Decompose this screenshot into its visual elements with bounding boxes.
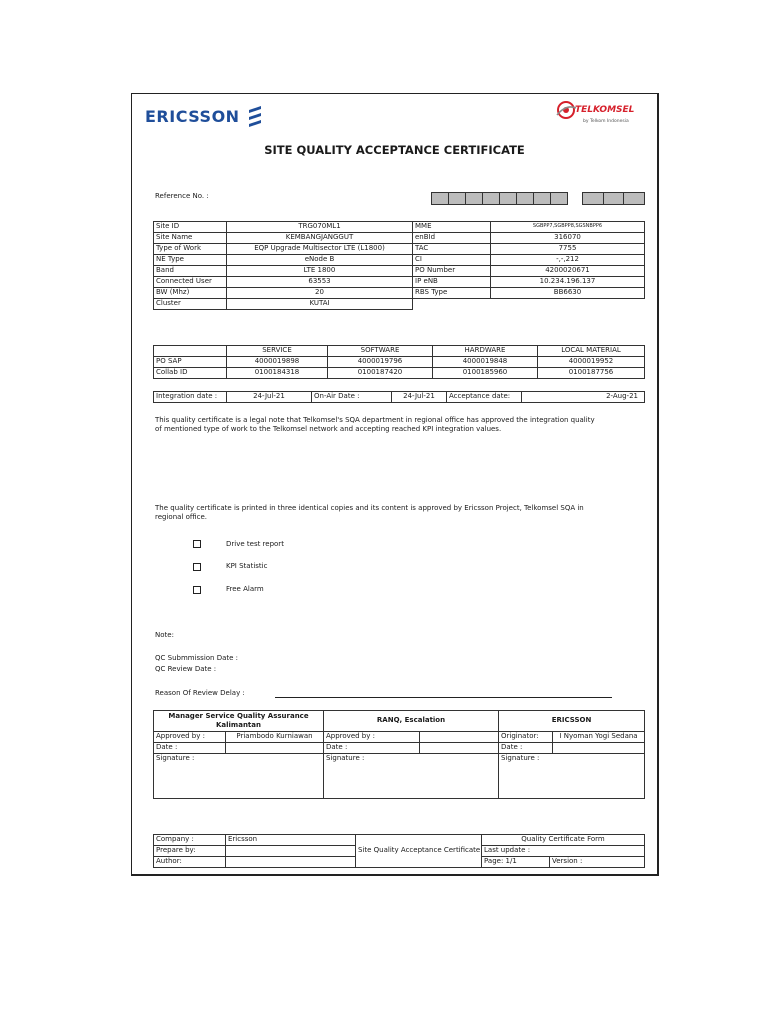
document-name: Site Quality Acceptance Certificate	[356, 835, 482, 868]
kpi-statistic-checkbox[interactable]	[193, 563, 201, 571]
site-info-value: 20	[227, 288, 413, 299]
po-row	[154, 357, 645, 368]
qc-review-label: QC Review Date :	[155, 665, 217, 673]
printed-copies-text: The quality certificate is printed in three identical copies and its content is approved by Ericsson Project, Telkomsel SQA in regional office.	[155, 504, 584, 521]
site-info-label: BW (Mhz)	[154, 288, 227, 299]
acceptance-date-label: Acceptance date:	[447, 392, 522, 403]
site-info-label: MME	[413, 222, 491, 233]
last-update-label: Last update :	[482, 846, 645, 857]
po-cell: 0100185960	[433, 368, 538, 379]
po-cell: 0100184318	[227, 368, 328, 379]
po-column-header: SOFTWARE	[328, 346, 433, 357]
site-info-label: Type of Work	[154, 244, 227, 255]
site-info-value: eNode B	[227, 255, 413, 266]
site-info-row	[154, 299, 645, 310]
date-label-2: Date :	[324, 743, 420, 754]
site-info-row	[154, 255, 645, 266]
author-value[interactable]	[226, 857, 356, 868]
reference-label: Reference No. :	[155, 192, 209, 200]
po-cell: 4000019898	[227, 357, 328, 368]
site-info-label: enBId	[413, 233, 491, 244]
po-header-row	[154, 346, 645, 357]
free-alarm-checkbox[interactable]	[193, 586, 201, 594]
originator-label: Originator:	[499, 732, 553, 743]
po-row-label: Collab ID	[154, 368, 227, 379]
date-label-1: Date :	[154, 743, 226, 754]
site-info-value: LTE 1800	[227, 266, 413, 277]
site-info-row	[154, 233, 645, 244]
drive-test-label: Drive test report	[226, 540, 284, 548]
site-info-value: -,-,212	[491, 255, 645, 266]
approved-by-label-2: Approved by :	[324, 732, 420, 743]
author-label: Author:	[154, 857, 226, 868]
site-info-value: KUTAI	[227, 299, 413, 310]
review-delay-label: Reason Of Review Delay :	[155, 689, 245, 697]
site-info-label: PO Number	[413, 266, 491, 277]
signature-cell-1[interactable]: Signature :	[154, 754, 324, 799]
signature-cell-3[interactable]: Signature :	[499, 754, 645, 799]
po-header-blank	[154, 346, 227, 357]
site-info-label: Site Name	[154, 233, 227, 244]
form-name: Quality Certificate Form	[482, 835, 645, 846]
approved-by-value-1: Priambodo Kurniawan	[226, 732, 324, 743]
footer-table	[153, 834, 645, 868]
integration-date-label: Integration date :	[154, 392, 227, 403]
site-info-value: 4200020671	[491, 266, 645, 277]
site-info-value: BB6630	[491, 288, 645, 299]
note-label: Note:	[155, 631, 174, 639]
po-table	[153, 345, 645, 379]
onair-date-label: On-Air Date :	[312, 392, 392, 403]
dates-table	[153, 391, 645, 403]
site-info-label: NE Type	[154, 255, 227, 266]
telkomsel-logo: TELKOMSEL by Telkom Indonesia	[555, 100, 645, 130]
site-info-label: TAC	[413, 244, 491, 255]
date-value-2[interactable]	[420, 743, 499, 754]
integration-date-value: 24-Jul-21	[227, 392, 312, 403]
site-info-empty	[413, 299, 645, 310]
site-info-row	[154, 277, 645, 288]
site-info-row	[154, 244, 645, 255]
date-value-1[interactable]	[226, 743, 324, 754]
signature-cell-2[interactable]: Signature :	[324, 754, 499, 799]
site-info-label: CI	[413, 255, 491, 266]
approved-by-label-1: Approved by :	[154, 732, 226, 743]
ericsson-header: ERICSSON	[499, 711, 645, 732]
version-label: Version :	[550, 857, 645, 868]
site-info-label: RBS Type	[413, 288, 491, 299]
company-label: Company :	[154, 835, 226, 846]
site-info-value: EQP Upgrade Multisector LTE (L1800)	[227, 244, 413, 255]
site-info-label: Site ID	[154, 222, 227, 233]
po-cell: 4000019796	[328, 357, 433, 368]
site-info-label: Cluster	[154, 299, 227, 310]
approval-table	[153, 710, 645, 799]
po-cell: 0100187420	[328, 368, 433, 379]
originator-value: I Nyoman Yogi Sedana	[553, 732, 645, 743]
po-row	[154, 368, 645, 379]
po-cell: 4000019952	[538, 357, 645, 368]
ranq-header: RANQ, Escalation	[324, 711, 499, 732]
date-value-3[interactable]	[553, 743, 645, 754]
page-title: SITE QUALITY ACCEPTANCE CERTIFICATE	[264, 143, 525, 157]
site-info-value: KEMBANGJANGGUT	[227, 233, 413, 244]
certificate-page	[131, 93, 659, 876]
reference-number-boxes	[431, 192, 568, 205]
po-cell: 4000019848	[433, 357, 538, 368]
kpi-statistic-label: KPI Statistic	[226, 562, 268, 570]
site-info-value: 316070	[491, 233, 645, 244]
site-info-value: 10.234.196.137	[491, 277, 645, 288]
page-number: Page: 1/1	[482, 857, 550, 868]
company-value: Ericsson	[226, 835, 356, 846]
site-info-row	[154, 288, 645, 299]
review-delay-line	[275, 697, 612, 698]
onair-date-value: 24-Jul-21	[392, 392, 447, 403]
manager-sqa-header: Manager Service Quality Assurance Kalimantan	[154, 711, 324, 732]
site-info-row	[154, 222, 645, 233]
site-info-table	[153, 221, 645, 310]
reference-suffix-boxes	[582, 192, 645, 205]
site-info-label: Connected User	[154, 277, 227, 288]
site-info-value: SGBPP7,SGBPP8,SGSNBPP6	[491, 222, 645, 233]
telkomsel-swirl-icon	[555, 100, 577, 120]
site-info-label: IP eNB	[413, 277, 491, 288]
free-alarm-label: Free Alarm	[226, 585, 264, 593]
site-info-value: 63553	[227, 277, 413, 288]
date-label-3: Date :	[499, 743, 553, 754]
po-column-header: SERVICE	[227, 346, 328, 357]
acceptance-date-value: 2-Aug-21	[522, 392, 645, 403]
po-row-label: PO SAP	[154, 357, 227, 368]
site-info-value: 7755	[491, 244, 645, 255]
ericsson-mark-icon	[246, 105, 264, 127]
site-info-label: Band	[154, 266, 227, 277]
site-info-row	[154, 266, 645, 277]
site-info-value: TRG070ML1	[227, 222, 413, 233]
drive-test-checkbox[interactable]	[193, 540, 201, 548]
legal-note-text: This quality certificate is a legal note that Telkomsel's SQA department in regional office has approved the integration quality of mentioned type of work to the Telkomsel network and accepting reached KPI integration values.	[155, 416, 595, 433]
approved-by-value-2[interactable]	[420, 732, 499, 743]
prepare-by-value[interactable]	[226, 846, 356, 857]
ericsson-logo: ERICSSON	[145, 105, 264, 127]
prepare-by-label: Prepare by:	[154, 846, 226, 857]
po-cell: 0100187756	[538, 368, 645, 379]
po-column-header: LOCAL MATERIAL	[538, 346, 645, 357]
po-column-header: HARDWARE	[433, 346, 538, 357]
qc-submission-label: QC Submmission Date :	[155, 654, 239, 662]
